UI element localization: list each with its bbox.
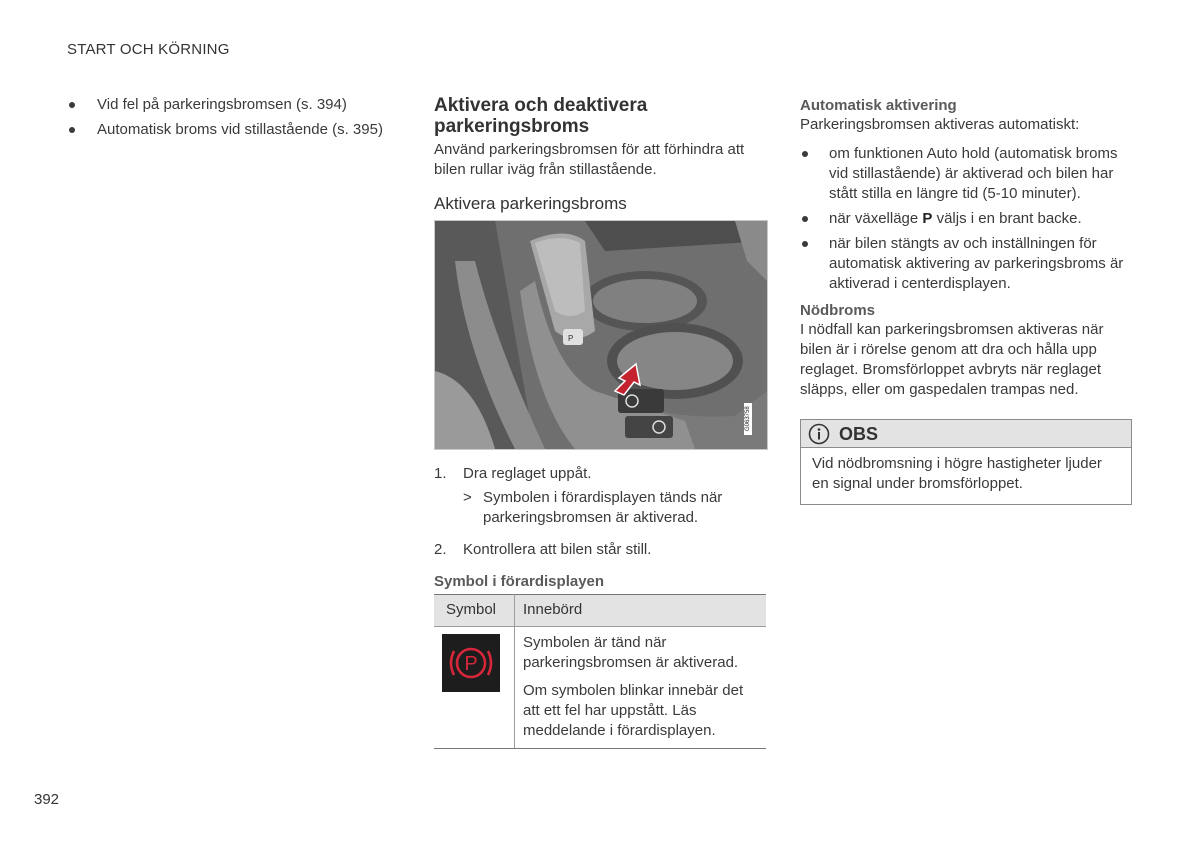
- list-item-text: om funktionen Auto hold (automatisk broms vid stillastående) är aktiverad och bilen har stått stilla en längre tid (5-10 minuter).: [829, 145, 1118, 202]
- meaning-cell: [515, 627, 767, 749]
- symbol-cell: [434, 627, 515, 749]
- page-number: 392: [34, 791, 60, 808]
- step-result: [463, 488, 768, 528]
- gear-p-label: P: [922, 210, 933, 227]
- right-column: [800, 97, 1132, 505]
- related-link-text[interactable]: Vid fel på parkeringsbromsen (s. 394): [97, 96, 347, 113]
- related-links: [67, 95, 397, 145]
- main-column: [434, 95, 768, 749]
- step-item: [434, 540, 768, 560]
- result-text: Symbolen i förardisplayen tänds när parkeringsbromsen är aktiverad.: [483, 489, 723, 526]
- section-header: START OCH KÖRNING: [67, 41, 230, 58]
- auto-activation-heading: Automatisk aktivering: [800, 97, 957, 114]
- table-header-meaning: Innebörd: [515, 595, 767, 627]
- symbol-table: [434, 594, 766, 749]
- note-title: OBS: [839, 423, 879, 444]
- emergency-brake-text: I nödfall kan parkeringsbromsen aktiveras när bilen är i rörelse genom att dra och hålla upp reglaget. Bromsförloppet avbryts när reglaget släpps, eller om gaspedalen trampas ned.: [800, 321, 1104, 398]
- list-item: [800, 209, 1132, 229]
- related-link[interactable]: [67, 95, 397, 115]
- bullet-icon: [802, 216, 808, 222]
- table-header-symbol: Symbol: [434, 595, 515, 627]
- svg-text:P: P: [568, 334, 574, 343]
- meaning-text: Om symbolen blinkar innebär det att ett fel har uppstått. Läs meddelande i förardisplayen.: [523, 682, 744, 739]
- intro-text: Använd parkeringsbromsen för att förhindra att bilen rullar iväg från stillastående.: [434, 141, 745, 178]
- page-title: Aktivera och deaktivera parkeringsbroms: [434, 95, 648, 137]
- parking-brake-photo: [434, 220, 768, 450]
- center-console-illustration: [435, 221, 767, 449]
- section-heading: Aktivera parkeringsbroms: [434, 194, 627, 213]
- bullet-icon: [802, 241, 808, 247]
- list-item: [800, 144, 1132, 204]
- table-row: [434, 627, 766, 749]
- step-list: [434, 464, 768, 560]
- step-number: 2.: [434, 541, 447, 558]
- list-item: [800, 234, 1132, 294]
- parking-brake-warning-icon: [442, 634, 500, 692]
- auto-activation-intro: Parkeringsbromsen aktiveras automatiskt:: [800, 116, 1080, 133]
- bullet-icon: [69, 102, 75, 108]
- list-item-text: när växelläge P väljs i en brant backe.: [829, 210, 1082, 227]
- svg-text:P: P: [464, 653, 478, 675]
- step-item: [434, 464, 768, 528]
- list-item-text: när bilen stängts av och inställningen för automatisk aktivering av parkeringsbroms är aktiverad i centerdisplayen.: [829, 235, 1124, 292]
- step-text: Kontrollera att bilen står still.: [463, 541, 652, 558]
- result-marker: >: [463, 489, 472, 506]
- auto-activation-list: [800, 144, 1132, 294]
- step-number: 1.: [434, 465, 447, 482]
- table-heading: Symbol i förardisplayen: [434, 573, 605, 590]
- meaning-text: Symbolen är tänd när parkeringsbromsen är aktiverad.: [523, 634, 739, 671]
- bullet-icon: [69, 127, 75, 133]
- note-text: Vid nödbromsning i högre hastigheter ljuder en signal under bromsförloppet.: [812, 455, 1102, 492]
- bullet-icon: [802, 151, 808, 157]
- note-box: [800, 419, 1132, 505]
- image-code: G063758: [744, 403, 752, 435]
- related-link-text[interactable]: Automatisk broms vid stillastående (s. 395): [97, 121, 383, 138]
- emergency-brake-heading: Nödbroms: [800, 302, 875, 319]
- info-icon: [808, 423, 830, 445]
- note-header: [801, 420, 1131, 448]
- related-link[interactable]: [67, 120, 397, 140]
- step-text: Dra reglaget uppåt.: [463, 465, 592, 482]
